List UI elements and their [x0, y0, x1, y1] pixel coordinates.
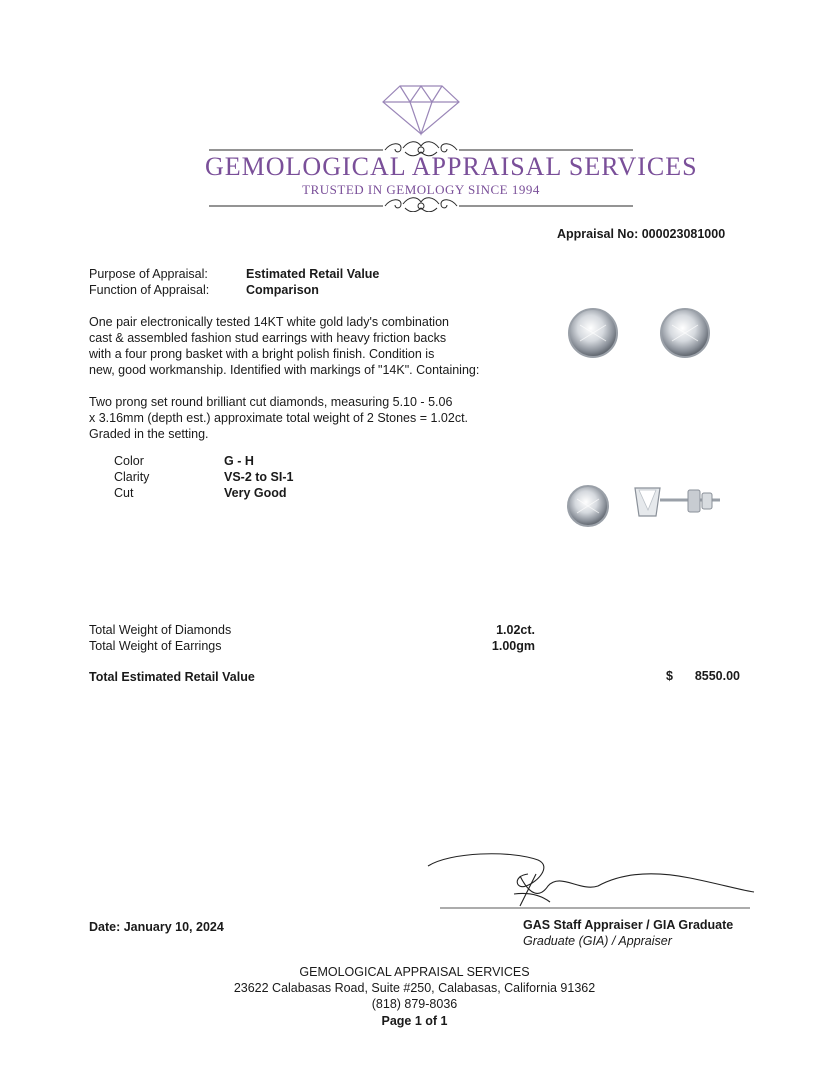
description-line: new, good workmanship. Identified with markings of "14K". Containing: [89, 363, 480, 377]
earring-photo-front [560, 300, 730, 370]
company-tagline: TRUSTED IN GEMOLOGY SINCE 1994 [302, 182, 540, 197]
footer-company: GEMOLOGICAL APPRAISAL SERVICES [299, 965, 530, 979]
stone-line: Graded in the setting. [89, 427, 209, 441]
appraisal-date: Date: January 10, 2024 [89, 920, 224, 934]
stone-line: x 3.16mm (depth est.) approximate total weight of 2 Stones = 1.02ct. [89, 411, 469, 425]
description-line: One pair electronically tested 14KT white gold lady's combination [89, 315, 449, 329]
purpose-value: Estimated Retail Value [246, 267, 380, 281]
company-name: GEMOLOGICAL APPRAISAL SERVICES [205, 152, 698, 181]
earring-photo-side [560, 478, 735, 538]
stone-description [89, 394, 509, 442]
weight-label-diamonds: Total Weight of Diamonds [89, 623, 232, 637]
footer-phone: (818) 879-8036 [371, 997, 458, 1011]
appraiser-title: GAS Staff Appraiser / GIA Graduate [523, 918, 734, 932]
page-number: Page 1 of 1 [381, 1014, 448, 1028]
grade-label-color: Color [114, 454, 144, 468]
weight-value-earrings: 1.00gm [491, 639, 535, 653]
grade-value-clarity: VS-2 to SI-1 [224, 470, 294, 484]
total-currency: $ [666, 669, 673, 683]
description-line: cast & assembled fashion stud earrings with heavy friction backs [89, 331, 447, 345]
item-description [89, 314, 529, 378]
total-value: 8550.00 [694, 669, 740, 683]
stone-line: Two prong set round brilliant cut diamonds, measuring 5.10 - 5.06 [89, 395, 453, 409]
description-line: with a four prong basket with a bright polish finish. Condition is [89, 347, 435, 361]
footer-address: 23622 Calabasas Road, Suite #250, Calabasas, California 91362 [233, 981, 596, 995]
function-label: Function of Appraisal: [89, 283, 210, 297]
appraisal-number: Appraisal No: 000023081000 [557, 227, 726, 241]
function-value: Comparison [246, 283, 319, 297]
appraiser-signature [420, 846, 760, 916]
purpose-label: Purpose of Appraisal: [89, 267, 208, 281]
weight-label-earrings: Total Weight of Earrings [89, 639, 222, 653]
grade-value-color: G - H [224, 454, 254, 468]
grade-label-clarity: Clarity [114, 470, 150, 484]
grade-label-cut: Cut [114, 486, 134, 500]
appraiser-subtitle: Graduate (GIA) / Appraiser [523, 934, 672, 948]
grade-value-cut: Very Good [224, 486, 287, 500]
weight-value-diamonds: 1.02ct. [496, 623, 535, 637]
total-value-label: Total Estimated Retail Value [89, 670, 255, 684]
